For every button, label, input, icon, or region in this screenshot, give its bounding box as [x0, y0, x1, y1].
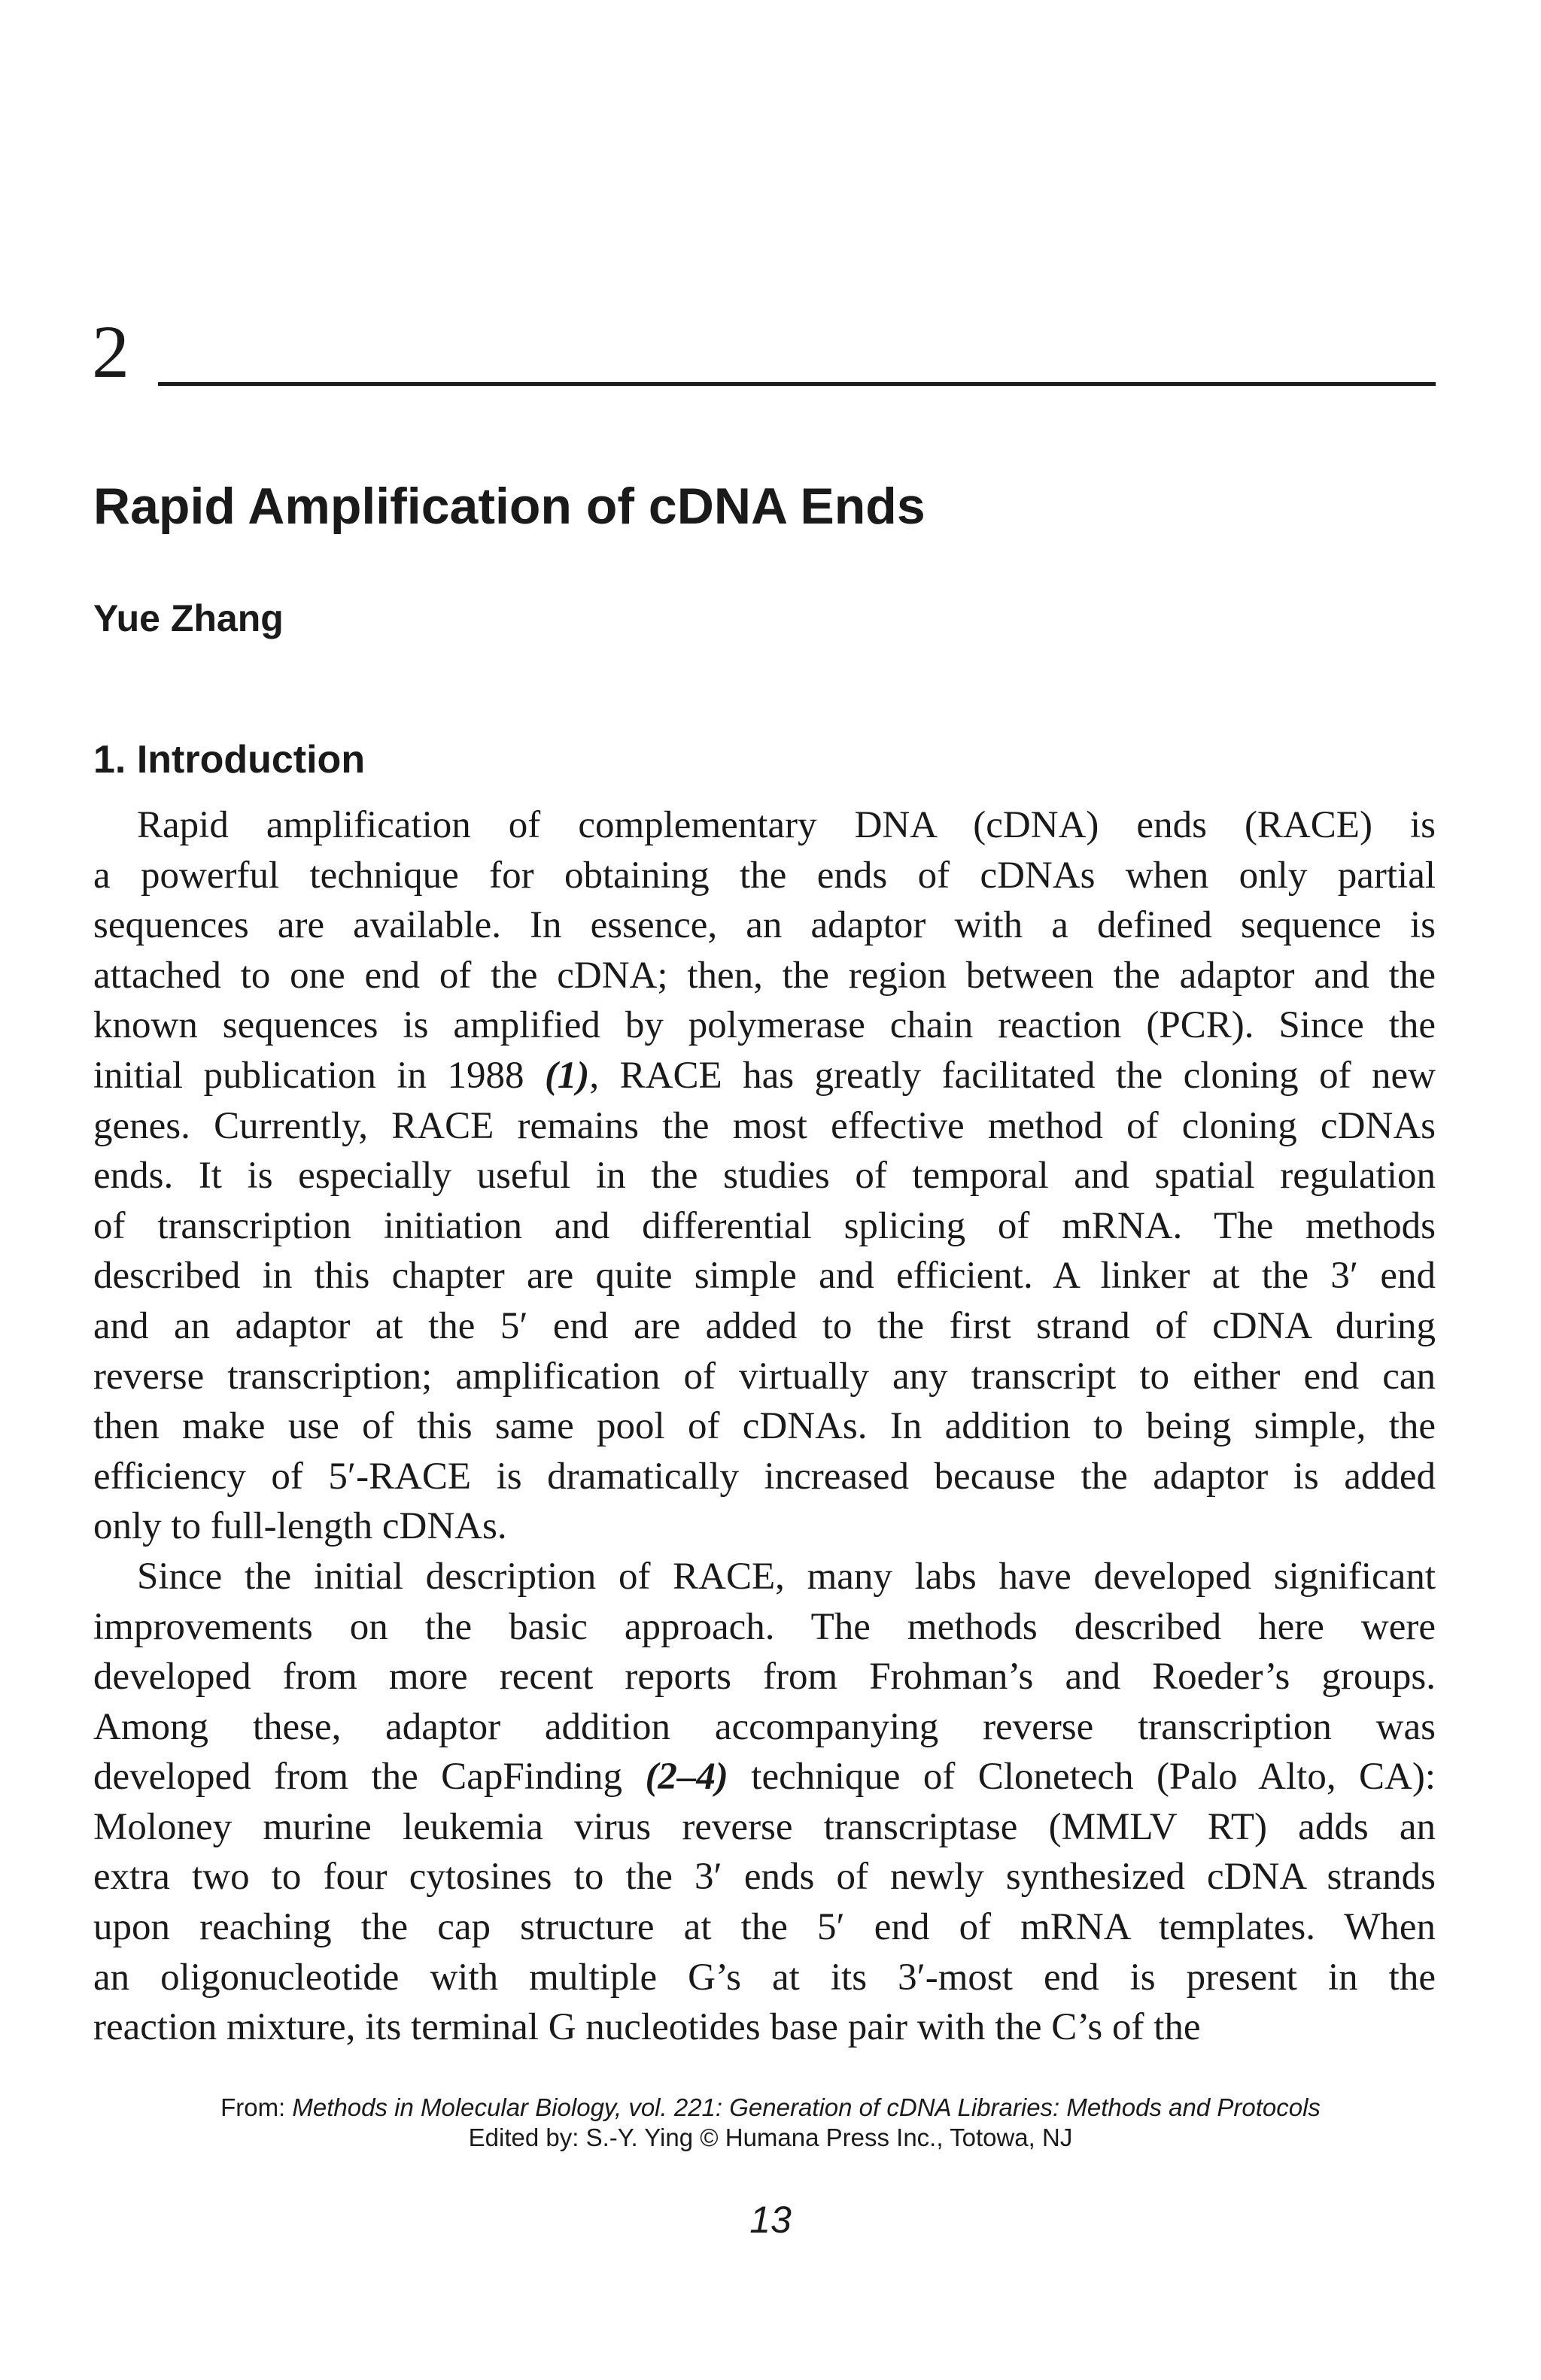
text-line: known sequences is amplified by polymerase chain reaction (PCR). Since the	[93, 1004, 1436, 1047]
text-line: Moloney murine leukemia virus reverse transcriptase (MMLV RT) adds an	[93, 1805, 1436, 1848]
source-title: Methods in Molecular Biology, vol. 221: Generation of cDNA Libraries: Methods and Protocols	[292, 2093, 1321, 2121]
text-line: then make use of this same pool of cDNAs. In addition to being simple, the	[93, 1405, 1436, 1448]
source-line	[0, 2093, 1541, 2123]
text-line: Among these, adaptor addition accompanying reverse transcription was	[93, 1705, 1436, 1748]
chapter-number: 2	[92, 310, 129, 393]
text-line: reaction mixture, its terminal G nucleotides base pair with the C’s of the	[93, 2006, 1201, 2049]
text-line: reverse transcription; amplification of virtually any transcript to either end can	[93, 1355, 1436, 1398]
section-heading: 1. Introduction	[93, 738, 366, 782]
text-line: Rapid amplification of complementary DNA (cDNA) ends (RACE) is	[137, 804, 1436, 846]
text-line: developed from the CapFinding (2–4) technique of Clonetech (Palo Alto, CA):	[93, 1756, 1436, 1799]
text-line: ends. It is especially useful in the studies of temporal and spatial regulation	[93, 1155, 1436, 1198]
text-line: developed from more recent reports from Frohman’s and Roeder’s groups.	[93, 1656, 1436, 1698]
chapter-title: Rapid Amplification of cDNA Ends	[93, 478, 926, 535]
text-line: a powerful technique for obtaining the ends of cDNAs when only partial	[93, 854, 1436, 897]
paragraph-2	[93, 1552, 1436, 2053]
text-line: only to full-length cDNAs.	[93, 1505, 507, 1548]
text-line: of transcription initiation and differential splicing of mRNA. The methods	[93, 1204, 1436, 1247]
chapter-rule	[158, 382, 1436, 386]
text-line: improvements on the basic approach. The methods described here were	[93, 1605, 1436, 1648]
author-name: Yue Zhang	[93, 597, 284, 639]
text-line: extra two to four cytosines to the 3′ ends of newly synthesized cDNA strands	[93, 1856, 1436, 1899]
text-line: efficiency of 5′-RACE is dramatically increased because the adaptor is added	[93, 1455, 1436, 1498]
text-line: sequences are available. In essence, an adaptor with a defined sequence is	[93, 904, 1436, 947]
page-number: 13	[749, 2199, 792, 2241]
text-line: upon reaching the cap structure at the 5′ end of mRNA templates. When	[93, 1906, 1436, 1949]
text-line: an oligonucleotide with multiple G’s at its 3′-most end is present in the	[93, 1956, 1436, 1999]
paragraph-1	[93, 800, 1436, 1552]
text-line: Since the initial description of RACE, many labs have developed significant	[137, 1555, 1436, 1598]
source-prefix: From:	[220, 2093, 293, 2121]
text-line: attached to one end of the cDNA; then, the region between the adaptor and the	[93, 954, 1436, 997]
text-line: initial publication in 1988 (1), RACE has greatly facilitated the cloning of new	[93, 1054, 1436, 1097]
body-text	[93, 800, 1436, 2053]
text-line: and an adaptor at the 5′ end are added to the first strand of cDNA during	[93, 1304, 1436, 1347]
source-footer	[0, 2093, 1541, 2153]
text-line: described in this chapter are quite simple and efficient. A linker at the 3′ end	[93, 1255, 1436, 1298]
edited-by-line: Edited by: S.-Y. Ying © Humana Press Inc., Totowa, NJ	[468, 2123, 1073, 2151]
text-line: genes. Currently, RACE remains the most effective method of cloning cDNAs	[93, 1104, 1436, 1147]
